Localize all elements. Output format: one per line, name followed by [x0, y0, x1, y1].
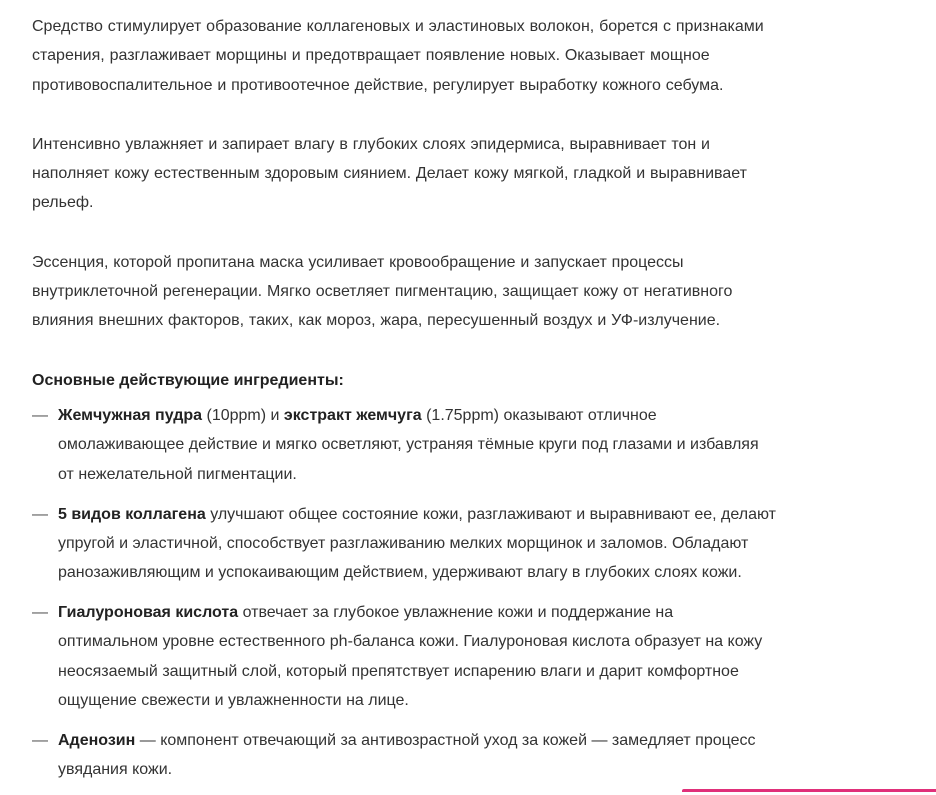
description-paragraph-3	[32, 248, 912, 336]
ingredient-text-line: увядания кожи.	[58, 761, 173, 779]
ingredient-first-line	[58, 726, 912, 755]
dash-bullet: —	[32, 505, 48, 523]
ingredient-name: 5 видов коллагена	[58, 505, 206, 523]
ingredient-item-adenosine	[32, 726, 912, 785]
dash-bullet: —	[32, 406, 48, 424]
ingredient-first-line	[58, 598, 912, 627]
text-line: противовоспалительное и противоотечное действие, регулирует выработку кожного себума.	[32, 76, 724, 94]
ingredients-list	[32, 401, 912, 785]
ingredient-item-collagen	[32, 500, 912, 588]
ingredient-text: улучшают общее состояние кожи, разглаживают и выравнивают ее, делают	[205, 505, 776, 523]
text-line: старения, разглаживает морщины и предотвращает появление новых. Оказывает мощное	[32, 47, 710, 65]
ingredient-name: Жемчужная пудра	[58, 406, 203, 424]
ingredient-text-line: неосязаемый защитный слой, который препятствует испарению влаги и дарит комфортное	[58, 662, 739, 680]
ingredient-amount: (10ppm) и	[202, 406, 284, 424]
dash-bullet: —	[32, 604, 48, 622]
accent-bar	[682, 789, 936, 792]
dash-bullet: —	[32, 732, 48, 749]
ingredient-text-line: омолаживающее действие и мягко осветляют, устраняя тёмные круги под глазами и избавляя	[58, 436, 759, 454]
text-line: внутриклеточной регенерации. Мягко осветляет пигментацию, защищает кожу от негативного	[32, 283, 733, 301]
ingredient-text: отвечает за глубокое увлажнение кожи и поддержание на	[238, 604, 674, 622]
ingredient-first-line	[58, 401, 912, 430]
ingredient-text-line: от нежелательной пигментации.	[58, 465, 297, 483]
ingredient-name: Аденозин	[58, 732, 136, 749]
ingredient-text: — компонент отвечающий за антивозрастной уход за кожей — замедляет процесс	[135, 732, 756, 749]
ingredient-name: Гиалуроновая кислота	[58, 604, 239, 622]
text-line: наполняет кожу естественным здоровым сиянием. Делает кожу мягкой, гладкой и выравнивает	[32, 165, 747, 183]
ingredient-text-line: ранозаживляющим и успокаивающим действием, удерживают влагу в глубоких слоях кожи.	[58, 564, 742, 582]
text-line: рельеф.	[32, 194, 94, 212]
ingredient-text-line: упругой и эластичной, способствует разглаживанию мелких морщинок и заломов. Обладают	[58, 534, 749, 552]
ingredients-heading: Основные действующие ингредиенты:	[32, 371, 344, 389]
text-line: Эссенция, которой пропитана маска усиливает кровообращение и запускает процессы	[32, 253, 684, 271]
product-description	[32, 12, 912, 795]
ingredient-item-hyaluronic	[32, 598, 912, 715]
ingredient-item-pearl	[32, 401, 912, 489]
ingredient-text-line: оптимальном уровне естественного ph-баланса кожи. Гиалуроновая кислота образует на кожу	[58, 633, 763, 651]
text-line: Средство стимулирует образование коллагеновых и эластиновых волокон, борется с признаками	[32, 18, 764, 35]
description-paragraph-1	[32, 12, 912, 100]
ingredient-text: (1.75ppm) оказывают отличное	[421, 406, 657, 424]
ingredient-first-line	[58, 500, 912, 529]
description-paragraph-2	[32, 130, 912, 218]
ingredient-name: экстракт жемчуга	[283, 406, 422, 424]
text-line: влияния внешних факторов, таких, как мороз, жара, пересушенный воздух и УФ-излучение.	[32, 312, 721, 330]
text-line: Интенсивно увлажняет и запирает влагу в глубоких слоях эпидермиса, выравнивает тон и	[32, 135, 710, 153]
ingredient-text-line: ощущение свежести и увлажненности на лице.	[58, 692, 409, 710]
